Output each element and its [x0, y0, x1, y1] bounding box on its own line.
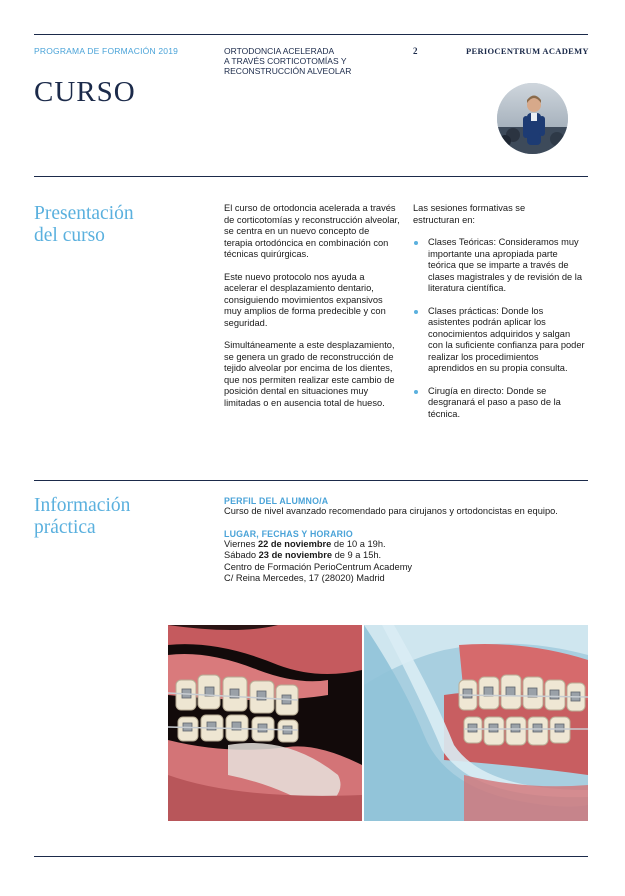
saturday-schedule	[224, 550, 564, 562]
sessions-intro: Las sesiones formativas se estructuran en:	[413, 203, 526, 225]
hours-text: de 9 a 15h.	[332, 550, 382, 560]
presentation-heading-line: del curso	[34, 225, 105, 246]
top-rule	[34, 34, 588, 35]
dental-photo-left	[168, 625, 362, 821]
speaker-photo	[497, 83, 568, 154]
brand-name: PERIOCENTRUM ACADEMY	[466, 46, 589, 56]
page-title: CURSO	[34, 76, 136, 108]
bottom-rule	[34, 856, 588, 857]
section-divider	[34, 176, 588, 177]
presentation-heading	[34, 203, 134, 247]
sessions-list	[413, 237, 585, 420]
course-title-line: ORTODONCIA ACELERADA	[224, 46, 335, 56]
practical-info	[224, 496, 564, 585]
course-title-header	[224, 46, 394, 76]
presentation-heading-line: Presentación	[34, 203, 134, 224]
hours-text: de 10 a 19h.	[331, 538, 386, 549]
day-label: Viernes	[224, 538, 258, 549]
page-number: 2	[413, 46, 418, 56]
profile-label: PERFIL DEL ALUMNO/A	[224, 496, 329, 506]
dental-photo-right	[364, 625, 588, 821]
section-divider	[34, 480, 588, 481]
list-item: Cirugía en directo: Donde se desgranará el paso a paso de la técnica.	[413, 386, 563, 421]
venue-text: Centro de Formación PerioCentrum Academy	[224, 561, 413, 572]
day-label: Sábado	[224, 550, 259, 560]
course-title-line: A TRAVÉS CORTICOTOMÍAS Y	[224, 56, 347, 66]
practical-heading	[34, 495, 130, 539]
schedule-label: LUGAR, FECHAS Y HORARIO	[224, 528, 353, 539]
presentation-paragraph: El curso de ortodoncia acelerada a través de corticotomías y reconstrucción alveolar, se centra en un nuevo concepto de terapia ortodóncica en combinación con técnicas quirúrgicas.	[224, 203, 400, 259]
practical-heading-line: práctica	[34, 517, 96, 538]
address-text: C/ Reina Mercedes, 17 (28020) Madrid	[224, 573, 385, 583]
program-label: PROGRAMA DE FORMACIÓN 2019	[34, 46, 179, 56]
list-item: Clases Teóricas: Consideramos muy importante una apropiada parte teórica que se imparte a través de clases magistrales y de revisión de la literatura científica.	[413, 237, 585, 295]
profile-text: Curso de nivel avanzado recomendado para cirujanos y ortodoncistas en equipo.	[224, 506, 558, 516]
course-title-line: RECONSTRUCCIÓN ALVEOLAR	[224, 66, 352, 76]
presentation-text	[224, 203, 400, 420]
presentation-paragraph: Simultáneamente a este desplazamiento, se genera un grado de reconstrucción de tejido alveolar por encima de los dientes, que nos permiten realizar este cambio de posición dental en situaciones muy limitadas o en ausencia total de hueso.	[224, 340, 395, 408]
date-text: 22 de noviembre	[257, 538, 332, 549]
presentation-paragraph: Este nuevo protocolo nos ayuda a acelerar el desplazamiento dentario, consiguiendo movimientos expansivos muy amplios de forma predecible y con seguridad.	[224, 271, 386, 328]
list-item: Clases prácticas: Donde los asistentes podrán aplicar los conocimientos adquiridos y salgan con la suficiente confianza para poder realizar los procedimientos aprendidos en su propia consulta.	[413, 306, 585, 375]
practical-heading-line: Información	[34, 495, 131, 516]
sessions-column	[413, 203, 585, 431]
friday-schedule	[224, 539, 564, 551]
date-text: 23 de noviembre	[258, 550, 333, 560]
